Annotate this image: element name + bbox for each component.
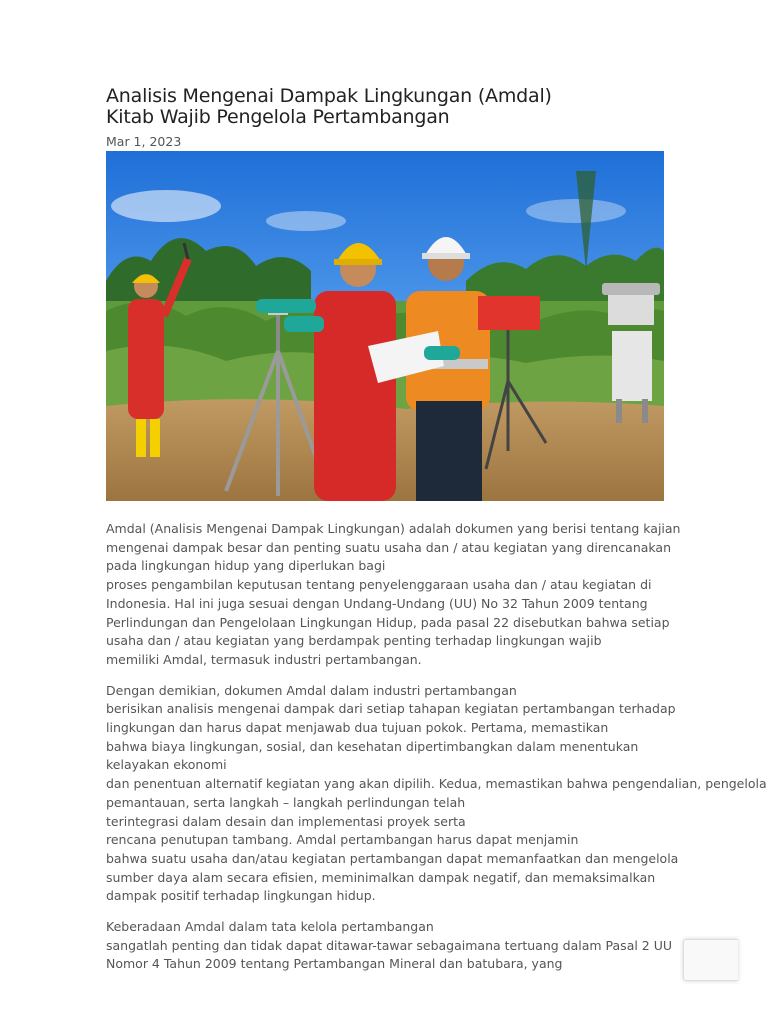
article-date: Mar 1, 2023 xyxy=(106,134,182,149)
paragraph-line: usaha dan / atau kegiatan yang berdampak penting terhadap lingkungan wajib xyxy=(106,633,602,649)
paragraph-line: bahwa biaya lingkungan, sosial, dan kesehatan dipertimbangkan dalam menentukan xyxy=(106,738,639,754)
paragraph-line: rencana penutupan tambang. Amdal pertambangan harus dapat menjamin xyxy=(106,832,579,848)
paragraph-line: lingkungan dan harus dapat menjawab dua tujuan pokok. Pertama, memastikan xyxy=(106,720,609,736)
paragraph-line: sangatlah penting dan tidak dapat ditawar-tawar sebagaimana tertuang dalam Pasal 2 UU xyxy=(106,937,673,953)
paragraph-line: Amdal (Analisis Mengenai Dampak Lingkungan) adalah dokumen yang berisi tentang kajian xyxy=(106,521,681,536)
article-title-line-2: Kitab Wajib Pengelola Pertambangan xyxy=(106,106,450,128)
paragraph-line: bahwa suatu usaha dan/atau kegiatan pertambangan dapat memanfaatkan dan mengelola xyxy=(106,850,679,866)
paragraph-line: kelayakan ekonomi xyxy=(106,757,227,773)
paragraph-line: dampak positif terhadap lingkungan hidup. xyxy=(106,888,376,904)
paragraph-line: pemantauan, serta langkah – langkah perlindungan telah xyxy=(106,794,466,810)
paragraph-line: terintegrasi dalam desain dan implementasi proyek serta xyxy=(106,813,466,829)
paragraph-line: proses pengambilan keputusan tentang penyelenggaraan usaha dan / atau kegiatan di xyxy=(106,577,652,593)
paragraph-line: Dengan demikian, dokumen Amdal dalam industri pertambangan xyxy=(106,682,517,698)
paragraph-line: dan penentuan alternatif kegiatan yang akan dipilih. Kedua, memastikan bahwa pengendalian, pengelola xyxy=(106,776,767,792)
paragraph-line: Perlindungan dan Pengelolaan Lingkungan Hidup, pada pasal 22 disebutkan bahwa setiap xyxy=(106,614,670,630)
paragraph-line: sumber daya alam secara efisien, meminimalkan dampak negatif, dan memaksimalkan xyxy=(106,869,656,885)
paragraph-line: Nomor 4 Tahun 2009 tentang Pertambangan Mineral dan batubara, yang xyxy=(106,956,563,972)
recaptcha-badge[interactable] xyxy=(683,939,738,981)
paragraph-2 xyxy=(106,682,768,906)
hero-image xyxy=(106,151,664,501)
paragraph-1 xyxy=(106,520,768,670)
paragraph-line: Indonesia. Hal ini juga sesuai dengan Undang-Undang (UU) No 32 Tahun 2009 tentang xyxy=(106,595,648,611)
paragraph-line: pada lingkungan hidup yang diperlukan bagi xyxy=(106,558,386,574)
paragraph-3 xyxy=(106,918,768,974)
paragraph-line: Keberadaan Amdal dalam tata kelola pertambangan xyxy=(106,919,434,935)
article-title xyxy=(106,86,666,128)
paragraph-line: mengenai dampak besar dan penting suatu usaha dan / atau kegiatan yang direncanakan xyxy=(106,539,672,555)
paragraph-line: memiliki Amdal, termasuk industri pertambangan. xyxy=(106,651,422,667)
paragraph-line: berisikan analisis mengenai dampak dari setiap tahapan kegiatan pertambangan terhadap xyxy=(106,701,676,717)
article xyxy=(106,86,768,974)
article-title-line-1: Analisis Mengenai Dampak Lingkungan (Amdal) xyxy=(106,85,552,107)
